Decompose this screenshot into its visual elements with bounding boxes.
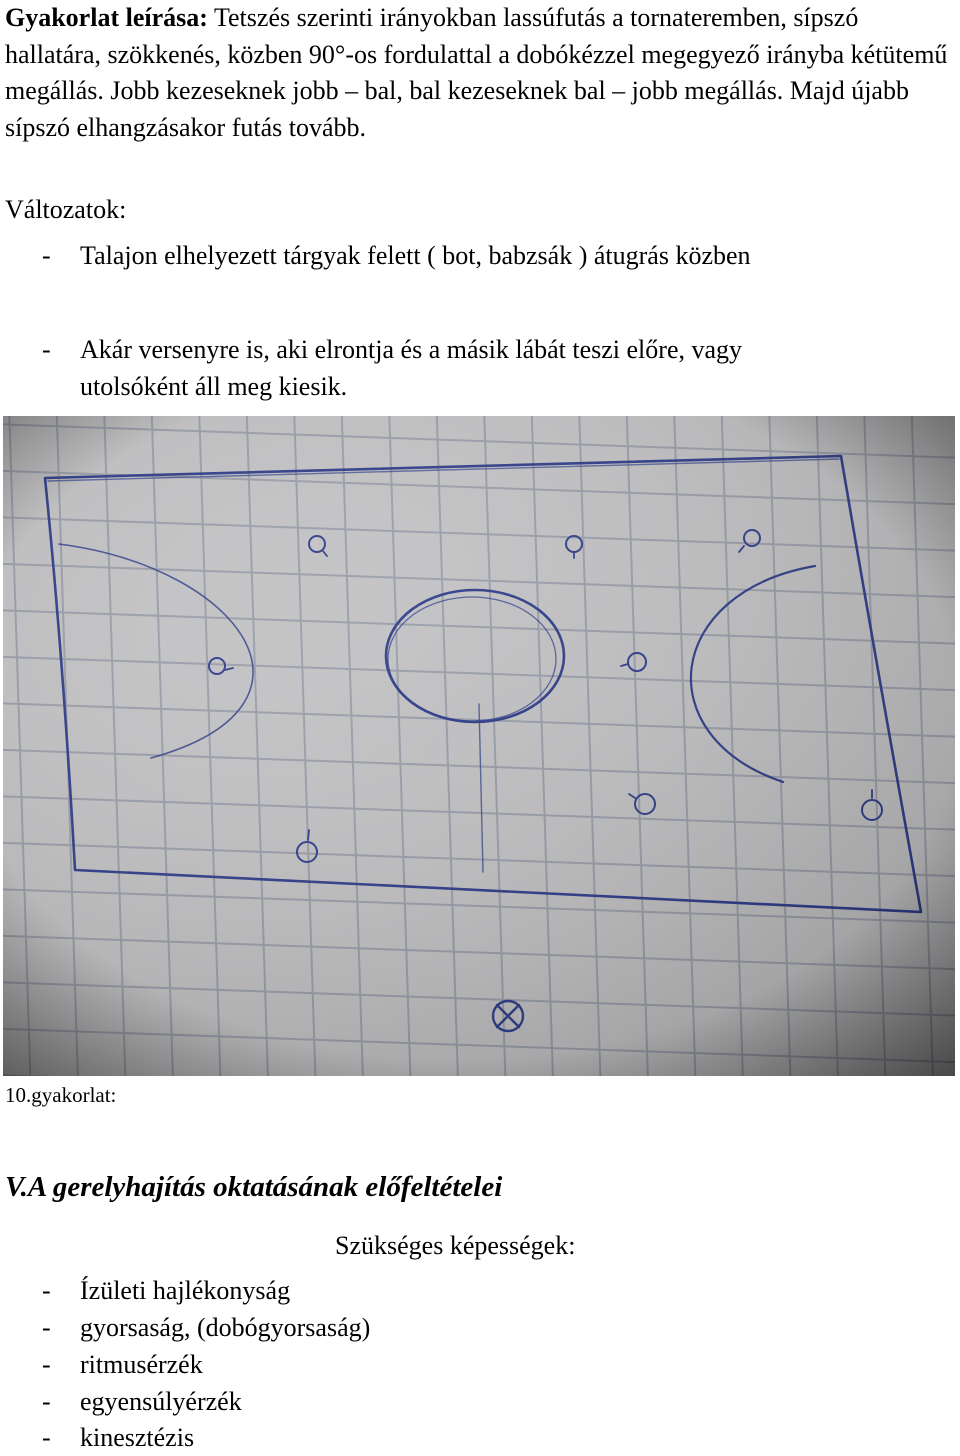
- list-dash: -: [42, 1423, 51, 1452]
- skill-item-text: kinesztézis: [80, 1423, 195, 1452]
- skill-item-text: Ízületi hajlékonyság: [80, 1276, 291, 1305]
- list-dash: -: [42, 1350, 51, 1379]
- list-dash: -: [42, 1387, 51, 1416]
- exercise-description-text: Tetszés szerinti irányokban lassúfutás a tornateremben, sípszó hallatára, szökkenés, közben 90°-os fordulattal a dobókézzel megegyező irányba kétütemű megállás. Jobb kezeseknek jobb – bal, bal kezeseknek bal – jobb megállás. Majd újabb sípszó elhangzásakor futás tovább.: [5, 3, 948, 142]
- figure-caption: 10.gyakorlat:: [5, 1083, 117, 1107]
- variation-item-text: utolsóként áll meg kiesik.: [80, 372, 348, 401]
- section-title: V.A gerelyhajítás oktatásának előfeltételei: [5, 1171, 503, 1203]
- court-sketch-photo: [3, 416, 955, 1076]
- skill-item-text: ritmusérzék: [80, 1350, 203, 1379]
- list-dash: -: [42, 1276, 51, 1305]
- court-sketch: [3, 416, 955, 1076]
- list-dash: -: [42, 335, 51, 364]
- variations-heading: Változatok:: [5, 195, 127, 224]
- exercise-description-label: Gyakorlat leírása:: [5, 3, 208, 32]
- exercise-description: [5, 0, 953, 146]
- skill-item-text: egyensúlyérzék: [80, 1387, 242, 1416]
- variation-item-text: Akár versenyre is, aki elrontja és a másik lábát teszi előre, vagy: [80, 335, 743, 364]
- required-skills-heading: Szükséges képességek:: [335, 1231, 576, 1260]
- skill-item-text: gyorsaság, (dobógyorsaság): [80, 1313, 371, 1342]
- list-dash: -: [42, 241, 51, 270]
- photo-vignette: [3, 416, 955, 1076]
- variation-item-text: Talajon elhelyezett tárgyak felett ( bot, babzsák ) átugrás közben: [80, 241, 751, 270]
- list-dash: -: [42, 1313, 51, 1342]
